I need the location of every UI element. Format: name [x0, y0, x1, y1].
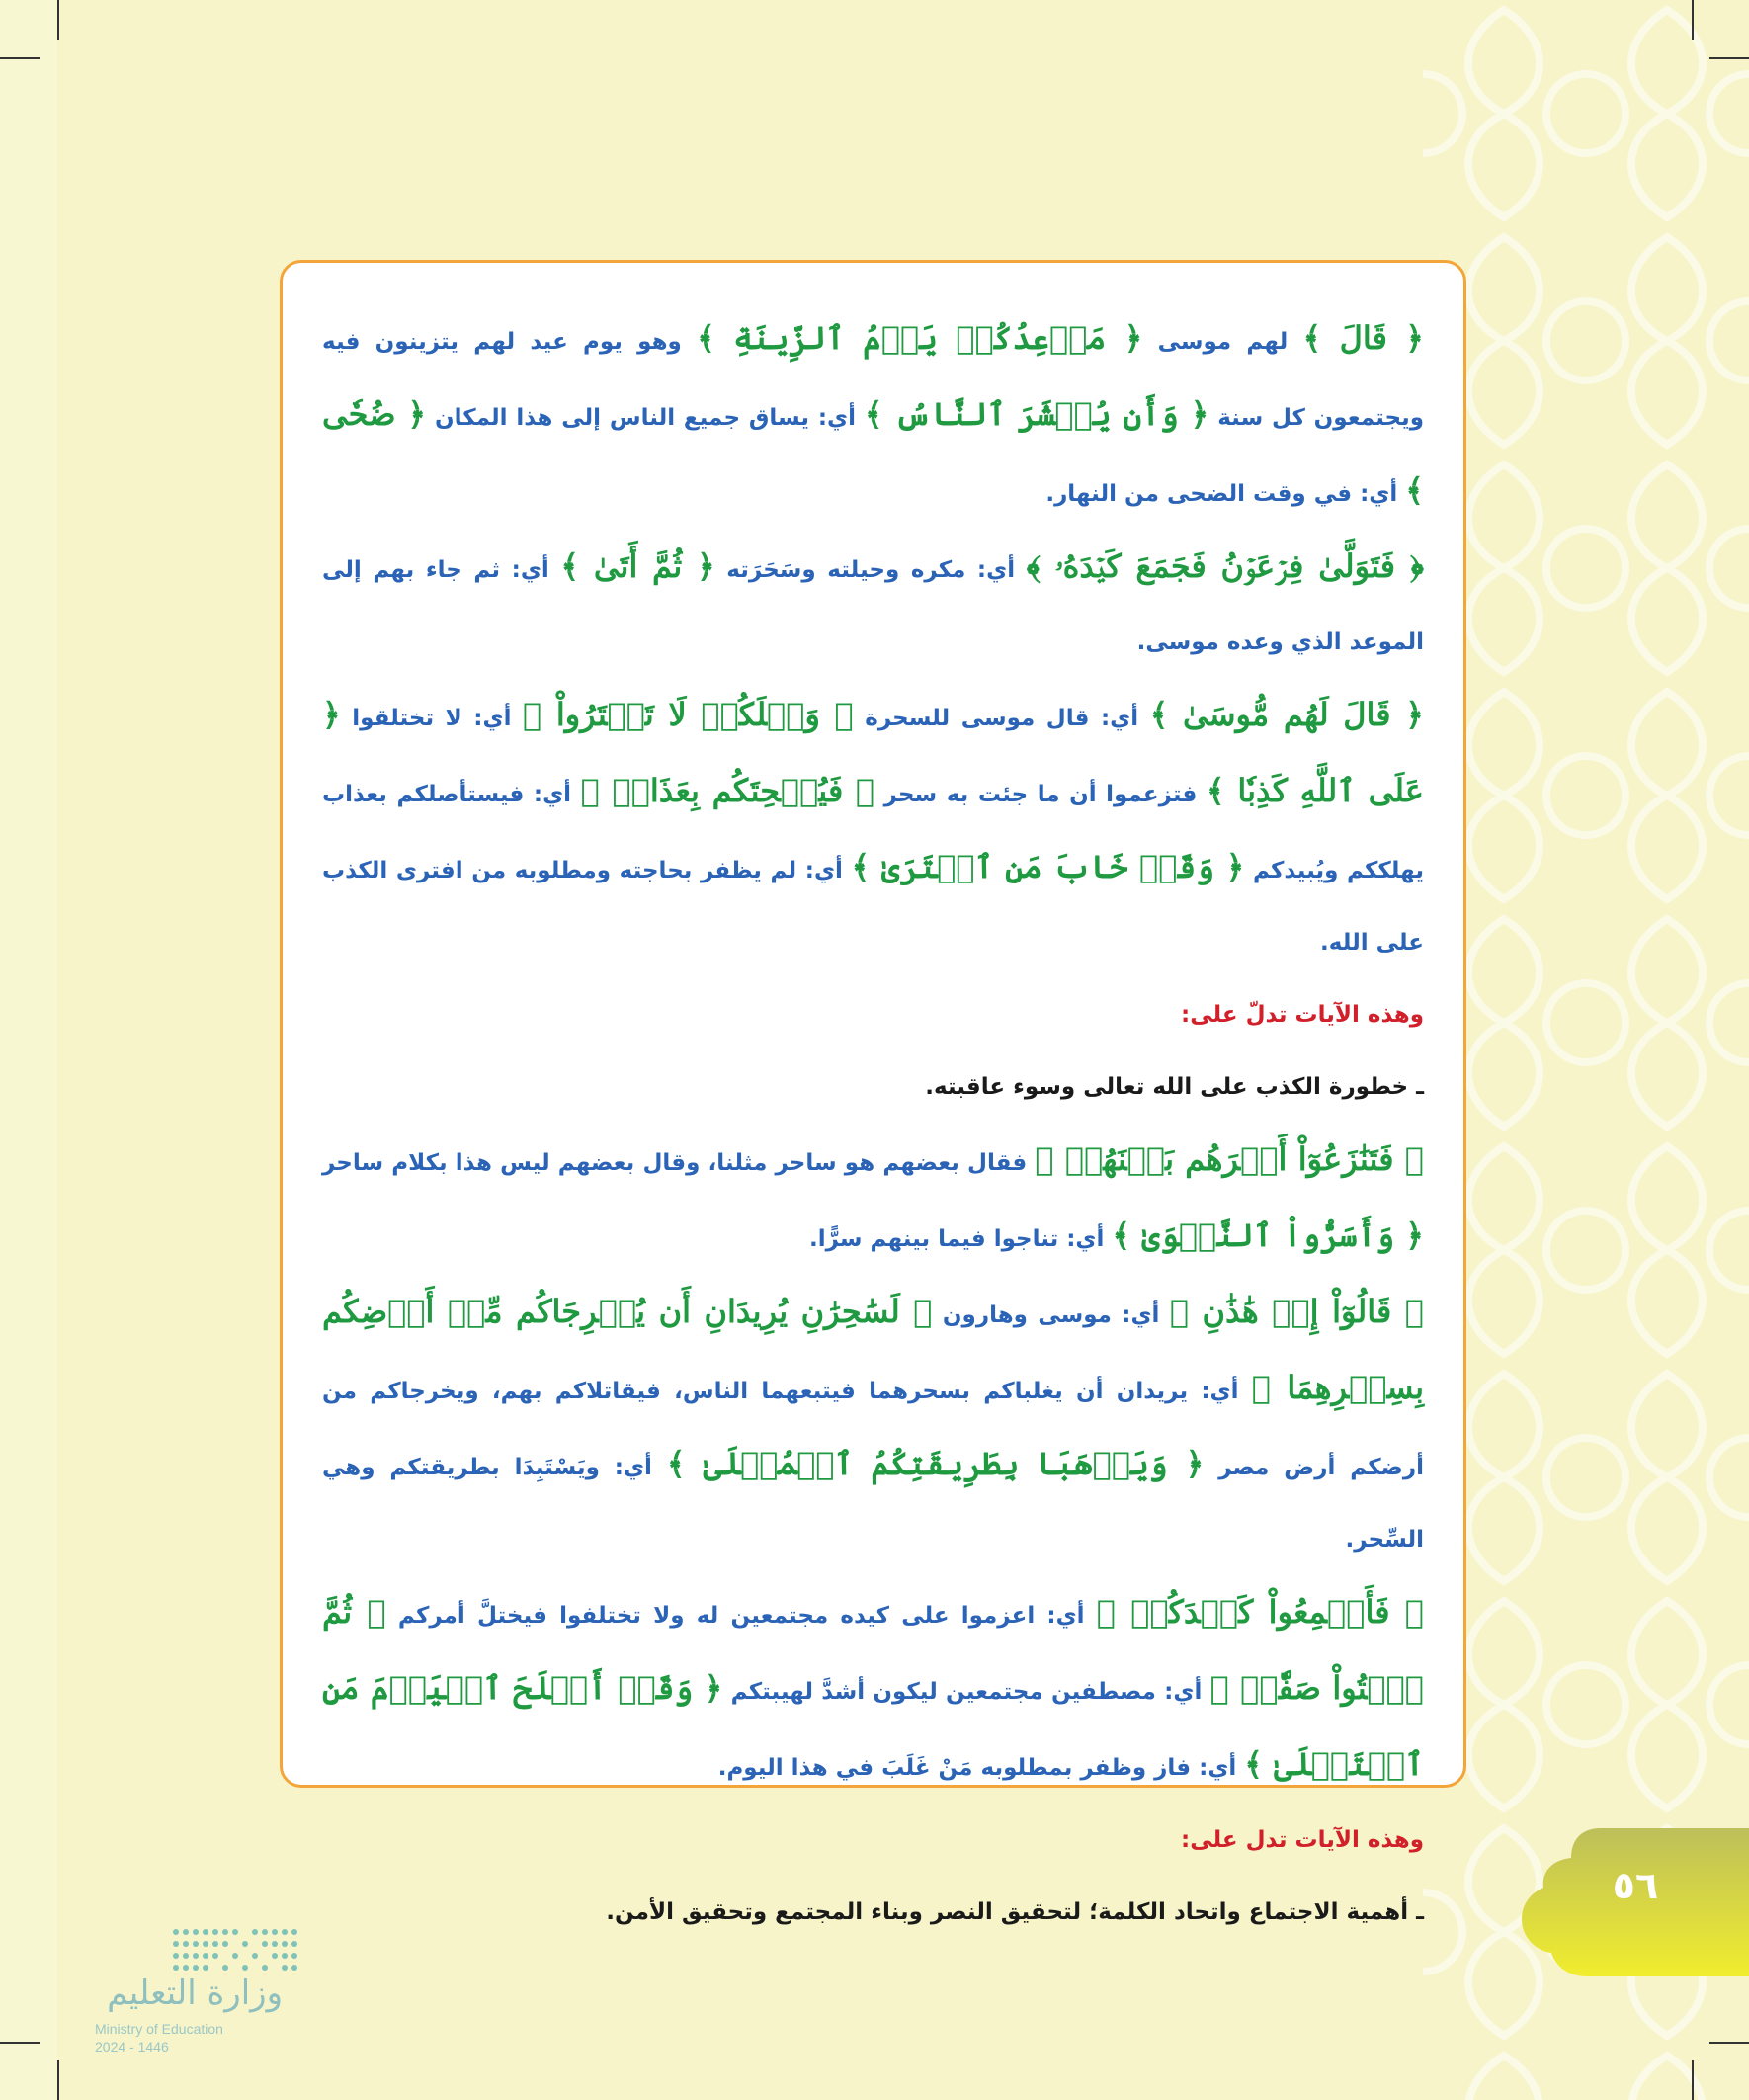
quran-verse: ﴿ عَلَى ٱللَّهِ كَذِبٗا ﴾: [322, 696, 1424, 809]
bullet-point: ـ أهمية الاجتماع واتحاد الكلمة؛ لتحقيق النصر وبناء المجتمع وتحقيق الأمن.: [606, 1899, 1424, 1925]
explanation-text: أي: يريدان أن يغلباكم بسحرهما فيتبعهما الناس، فيقاتلاكم بهم، ويخرجاكم من أرضكم أرض مصر: [322, 1379, 1424, 1480]
quran-verse: ﴿ ثُمَّ ٱئۡتُواْ صَفّٗاۚ ﴾: [322, 1593, 1425, 1707]
quran-verse: ﴿ قَالَ لَهُم مُّوسَىٰ ﴾: [1149, 696, 1425, 733]
logo-year-text: 2024 - 1446: [95, 2039, 169, 2055]
paragraph: [322, 1276, 1424, 1576]
crop-mark: [57, 2060, 59, 2100]
logo-arabic-text: وزارة التعليم: [107, 1974, 283, 2013]
bullet-point: ـ خطورة الكذب على الله تعالى وسوء عاقبته.: [925, 1074, 1424, 1100]
explanation-text: أي: ويَسْتَبِدَا بطريقتكم وهي السِّحر.: [322, 1455, 1424, 1553]
paragraph: [322, 979, 1424, 1051]
explanation-text: أي: لا تختلقوا: [340, 706, 523, 731]
quran-verse: ﴿ مَوۡعِدُكُمۡ يَوۡمُ ٱلزِّينَةِ ﴾: [697, 319, 1143, 357]
page-number: ٥٦: [1612, 1864, 1659, 1907]
quran-verse: ﴿ ثُمَّ أَتَىٰ ﴾: [560, 547, 715, 585]
quran-verse: ﴿ فَتَوَلَّىٰ فِرۡعَوۡنُ فَجَمَعَ كَيۡدَهُۥ ﴾: [1026, 547, 1424, 585]
crop-mark: [0, 57, 40, 59]
explanation-text: أي: تناجوا فيما بينهم سرًّا.: [808, 1226, 1113, 1252]
explanation-text: فتزعموا أن ما جئت به سحر: [874, 782, 1207, 807]
crop-mark: [1692, 0, 1694, 40]
paragraph: [322, 531, 1424, 679]
explanation-text: وهو يوم عيد لهم يتزينون فيه ويجتمعون كل سنة: [322, 329, 1425, 431]
paragraph: [322, 1877, 1424, 1949]
logo-english-text: Ministry of Education: [95, 2021, 223, 2037]
quran-verse: ﴿ قَالُوٓاْ إِنۡ هَٰذَٰنِ ﴾: [1169, 1293, 1425, 1330]
content-panel: [280, 260, 1466, 1925]
quran-verse: ﴿ وَيۡلَكُمۡ لَا تَفۡتَرُواْ ﴾: [522, 696, 854, 733]
quran-verse: ﴿ فَأَجۡمِعُواْ كَيۡدَكُمۡ ﴾: [1096, 1593, 1425, 1631]
paragraph: [322, 679, 1424, 979]
crop-mark: [57, 0, 59, 40]
explanation-text: أي: قال موسى للسحرة: [853, 706, 1150, 731]
crop-mark: [1709, 2042, 1749, 2044]
paragraph: [322, 1124, 1424, 1276]
quran-verse: ﴿ وَأَن يُحۡشَرَ ٱلنَّاسُ ﴾: [864, 395, 1209, 433]
explanation-text: لهم موسى: [1142, 329, 1303, 355]
quran-verse: ﴿ وَأَسَرُّواْ ٱلنَّجۡوَىٰ ﴾: [1112, 1217, 1424, 1254]
explanation-text: أي: فيستأصلكم بعذاب يهلككم ويُبيدكم: [322, 782, 1425, 883]
ministry-logo: [87, 1922, 285, 2060]
paragraph: [322, 302, 1424, 531]
explanation-text: أي: فاز وظفر بمطلوبه مَنْ غَلَبَ في هذا اليوم.: [717, 1755, 1245, 1781]
crop-mark: [0, 2042, 40, 2044]
explanation-text: أي: مصطفين مجتمعين ليكون أشدَّ لهيبتكم: [722, 1679, 1210, 1705]
crop-mark: [1709, 57, 1749, 59]
explanation-text: أي: في وقت الضحى من النهار.: [1045, 481, 1406, 507]
explanation-text: أي: لم يظفر بحاجته ومطلوبه من افترى الكذب على الله.: [322, 858, 1424, 956]
quran-verse: ﴿ لَسَٰحِرَٰنِ يُرِيدَانِ أَن يُخۡرِجَاكُم مِّنۡ أَرۡضِكُم بِسِحۡرِهِمَا ﴾: [322, 1293, 1424, 1406]
quran-verse: ﴿ وَقَدۡ أَفۡلَحَ ٱلۡيَوۡمَ مَنِ ٱسۡتَعۡلَىٰ ﴾: [322, 1669, 1424, 1783]
explanation-text: أي: اعزموا على كيده مجتمعين له ولا تختلفوا فيختلَّ أمركم: [385, 1603, 1097, 1629]
quran-verse: ﴿ ضُحٗى ﴾: [322, 395, 1424, 509]
paragraph: [322, 1051, 1424, 1124]
quran-verse: ﴿ فَتَنَٰزَعُوٓاْ أَمۡرَهُم بَيۡنَهُمۡ ﴾: [1035, 1140, 1424, 1178]
page-number-badge: [1522, 1828, 1749, 1976]
section-heading: وهذه الآيات تدلّ على:: [1181, 1002, 1424, 1028]
explanation-text: أي: ثم جاء بهم إلى الموعد الذي وعده موسى.: [322, 557, 1424, 655]
quran-verse: ﴿ فَيُسۡحِتَكُم بِعَذَابٖ ﴾: [580, 772, 875, 809]
arabesque-pattern: [1423, 0, 1749, 2100]
explanation-text: فقال بعضهم هو ساحر مثلنا، وقال بعضهم ليس هذا بكلام ساحر: [322, 1150, 1036, 1176]
paragraph: [322, 1576, 1424, 1805]
explanation-text: أي: مكره وحيلته وسَحَرَته: [714, 557, 1027, 583]
explanation-text: أي: يساق جميع الناس إلى هذا المكان: [426, 405, 865, 431]
paragraph: [322, 1805, 1424, 1877]
explanation-text: أي: موسى وهارون: [932, 1302, 1170, 1328]
content-text: [322, 302, 1424, 1949]
section-heading: وهذه الآيات تدل على:: [1181, 1827, 1424, 1853]
quran-verse: ﴿ قَالَ ﴾: [1302, 319, 1425, 357]
quran-verse: ﴿ وَقَدۡ خَابَ مَنِ ٱفۡتَرَىٰ ﴾: [851, 848, 1245, 885]
quran-verse: ﴿ وَيَذۡهَبَا بِطَرِيقَتِكُمُ ٱلۡمُثۡلَىٰ ﴾: [666, 1445, 1205, 1482]
crop-mark: [1692, 2060, 1694, 2100]
logo-dots-icon: [166, 1922, 304, 1976]
